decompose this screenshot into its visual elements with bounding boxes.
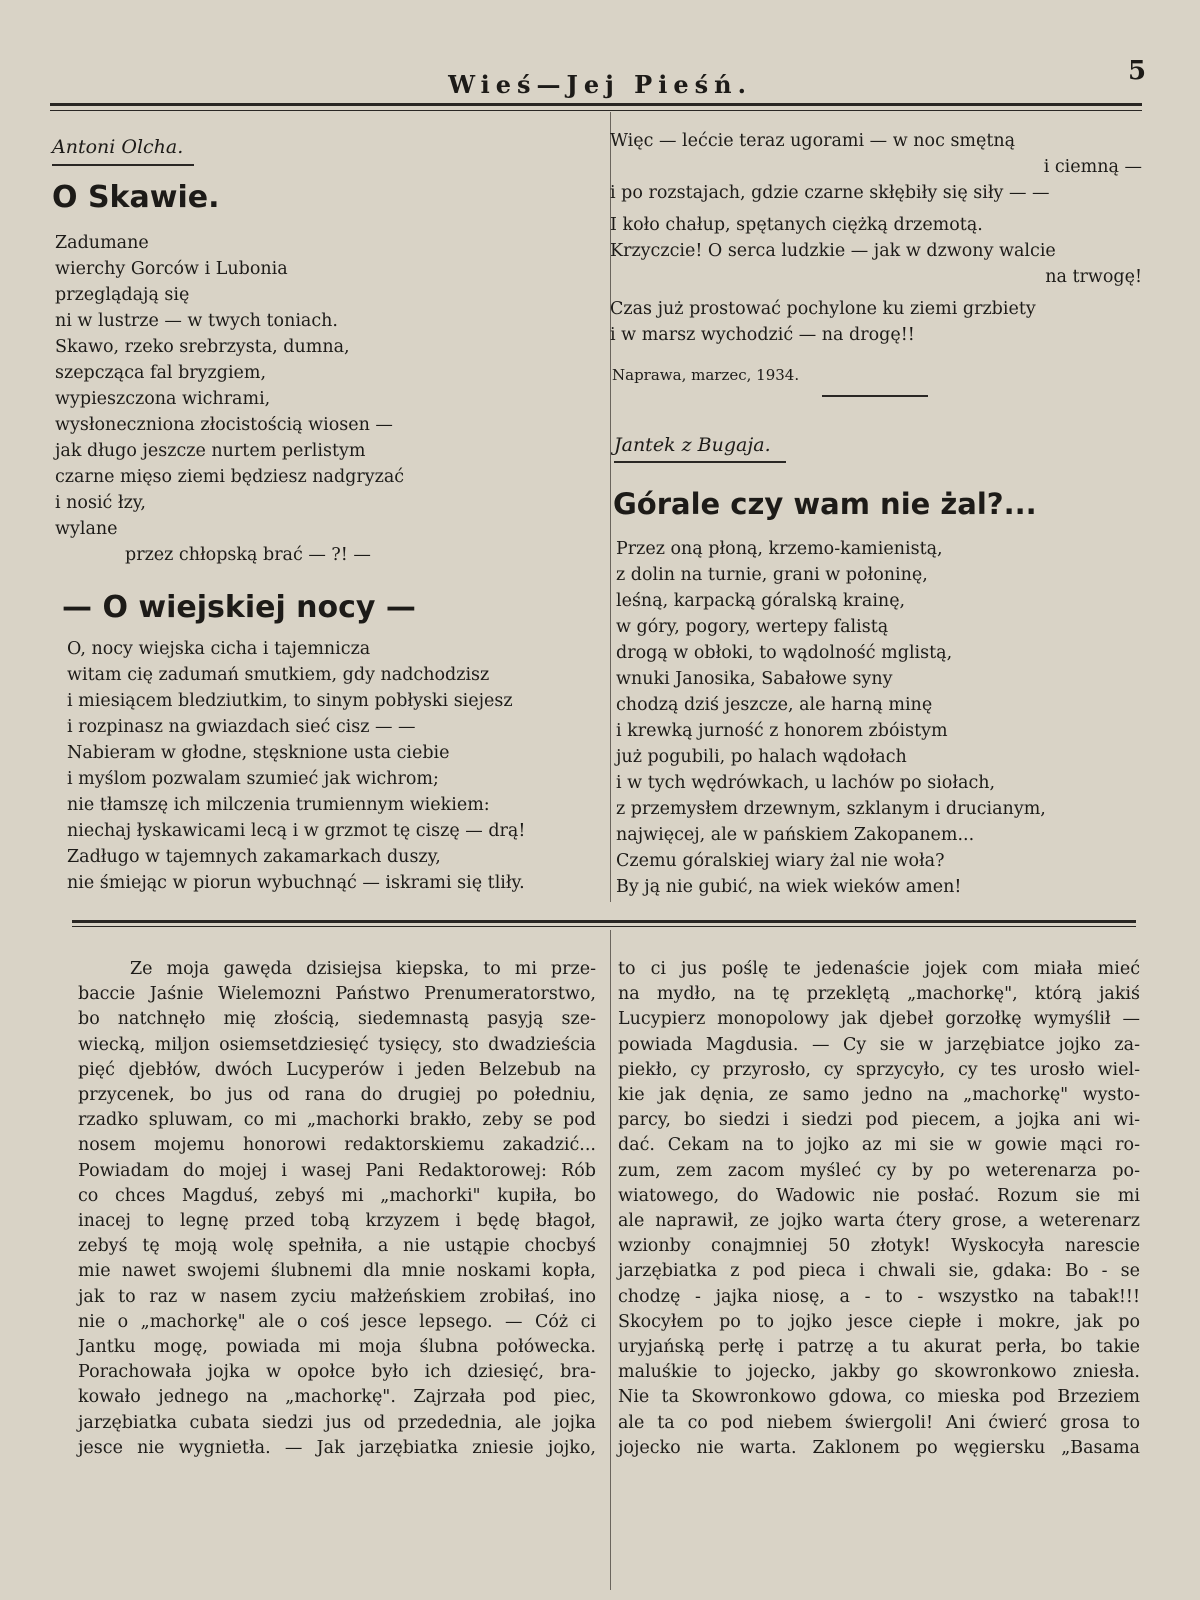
poem-line: jak długo jeszcze nurtem perlistym — [55, 441, 366, 461]
story-line: nie o „machorkę" ale o coś jesce lepsego. — Cóż ci — [78, 1311, 596, 1332]
poem-line: przeglądają się — [55, 285, 190, 305]
poem-line: i ciemną — — [1043, 157, 1142, 177]
story-line: przycenek, bo jus od rana do drugiej po połedniu, — [78, 1085, 596, 1106]
poem-line: na trwogę! — [1045, 267, 1142, 287]
header-rule — [50, 103, 1142, 111]
poem-title-o-skawie: O Skawie. — [52, 180, 220, 215]
story-line: pięć djebłów, dwóch Lucyperów i jeden Belzebub na — [78, 1059, 596, 1080]
section-rule — [72, 920, 1136, 927]
poem-line: Krzyczcie! O serca ludzkie — jak w dzwony walcie — [610, 241, 1056, 261]
poem-title-gorale: Górale czy wam nie żal?... — [613, 487, 1037, 521]
column-divider-bottom — [610, 930, 611, 1590]
poem-line: ni w lustrze — w twych toniach. — [55, 311, 338, 331]
story-line: dać. Cekam na to jojko az mi sie w gowie mąci ro- — [618, 1135, 1140, 1156]
story-line: Powiadam do mojej i wasej Pani Redaktorowej: Rób — [78, 1160, 596, 1181]
story-line: jarzębiatka z pod pieca i chwali sie, gdaka: Bo - se — [618, 1261, 1140, 1282]
story-line: ale ta co pod niebem świergoli! Ani ćwierć grosa to — [618, 1412, 1140, 1433]
story-line: chodzę - jajka niosę, a - to - wszystko na tabak!!! — [618, 1286, 1140, 1307]
poem-line: już pogubili, po halach wądołach — [616, 747, 907, 767]
story-line: ale naprawił, ze jojko warta ćtery grose, a weterenarz — [618, 1211, 1140, 1232]
poem-line: i krewką jurność z honorem zbóistym — [616, 721, 948, 741]
story-line: wzionby conajmniej 50 złotyk! Wyskocyła narescie — [618, 1236, 1140, 1257]
poem-line: Czas już prostować pochylone ku ziemi grzbiety — [610, 299, 1036, 319]
story-line: wiecką, miljon osiemsetdziesięć tysięcy, sto dwadzieścia — [78, 1034, 596, 1055]
story-line: Jantku mogę, powiada mi moja ślubna połówecka. — [78, 1337, 596, 1358]
poem-line: nie śmiejąc w piorun wybuchnąć — iskrami się tliły. — [67, 873, 525, 893]
story-line: zum, zem zacom myśleć cy by po weterenarza po- — [618, 1160, 1140, 1181]
poem-line: przez chłopską brać — ?! — — [125, 545, 371, 565]
poem-line: wysłoneczniona złocistością wiosen — — [55, 415, 393, 435]
dateline: Naprawa, marzec, 1934. — [612, 366, 800, 384]
story-line: jak to raz w nasem zyciu małżeńskiem zrobiłaś, ino — [78, 1286, 596, 1307]
poem-line: z przemysłem drzewnym, szklanym i drucianym, — [616, 799, 1046, 819]
poem-line: wylane — [55, 519, 118, 539]
poem-line: niechaj łyskawicami lecą i w grzmot tę ciszę — drą! — [67, 821, 526, 841]
poem-line: drogą w obłoki, to wądolność mglistą, — [616, 643, 953, 663]
poem-line: Przez oną płoną, krzemo-kamienistą, — [616, 539, 943, 559]
poem-line: i w marsz wychodzić — na drogę!! — [610, 325, 915, 345]
poem-line: i w tych wędrówkach, u lachów po siołach, — [616, 773, 996, 793]
poem-line: i po rozstajach, gdzie czarne skłębiły się siły — — — [610, 183, 1050, 203]
story-left-column — [78, 957, 596, 1461]
section-separator — [822, 395, 928, 397]
running-header: Wieś—Jej Pieśń. — [448, 70, 752, 99]
page-number: 5 — [1128, 56, 1147, 86]
story-line: Skocyłem po to jojko jesce ciepłe i mokre, jak po — [618, 1311, 1140, 1332]
poem-o-wiejskiej-nocy-continued — [610, 128, 1142, 348]
poem-line: Zadługo w tajemnych zakamarkach duszy, — [67, 847, 441, 867]
poem-o-skawie — [55, 230, 595, 568]
poem-gorale — [616, 536, 1142, 900]
story-line: inacej to legnę przed tobą krzyzem i będę błagoł, — [78, 1211, 596, 1232]
poem-title-o-wiejskiej-nocy: — O wiejskiej nocy — — [62, 590, 416, 625]
poem-line: leśną, karpacką góralską krainę, — [616, 591, 906, 611]
poem-line: By ją nie gubić, na wiek wieków amen! — [616, 877, 962, 897]
story-line: jojecko nie warta. Zaklonem po węgiersku „Basama — [618, 1437, 1140, 1458]
author-jantek-z-bugaja: Jantek z Bugaja. — [614, 434, 771, 456]
story-line: kie jak dęnia, ze samo jedno na „machorkę" wysto- — [618, 1085, 1140, 1106]
poem-o-wiejskiej-nocy — [67, 636, 607, 896]
story-line: na mydło, na tę przeklętą „machorkę", którą jakiś — [618, 984, 1140, 1005]
story-line: jesce nie wygnietła. — Jak jarzębiatka zniesie jojko, — [78, 1437, 596, 1458]
poem-line: Zadumane — [55, 233, 149, 253]
poem-line: Nabieram w głodne, stęsknione usta ciebie — [67, 743, 450, 763]
story-line: mie nawet swojemi ślubnemi dla mnie noskami kopła, — [78, 1261, 596, 1282]
story-line: Ze moja gawęda dzisiejsa kiepska, to mi prze- — [130, 959, 596, 979]
story-line: co chces Magduś, zebyś mi „machorki" kupiła, bo — [78, 1185, 596, 1206]
poem-line: w góry, pogory, wertepy falistą — [616, 617, 889, 637]
poem-line: najwięcej, ale w pańskiem Zakopanem... — [616, 825, 975, 845]
poem-line: I koło chałup, spętanych ciężką drzemotą. — [610, 215, 983, 235]
author-underline — [614, 461, 786, 463]
poem-line: Więc — lećcie teraz ugorami — w noc smętną — [610, 131, 1016, 151]
poem-line: Czemu góralskiej wiary żal nie woła? — [616, 851, 945, 871]
poem-line: i rozpinasz na gwiazdach sieć cisz — — — [67, 717, 416, 737]
story-line: zebyś tę moją wolę spełniła, a nie ustąpie chocbyś — [78, 1236, 596, 1257]
author-underline — [52, 164, 194, 166]
story-line: wiatowego, do Wadowic nie posłać. Rozum sie mi — [618, 1185, 1140, 1206]
poem-line: wierchy Gorców i Lubonia — [55, 259, 288, 279]
story-line: maluśkie to jojecko, jakby go skowronkowo zniesła. — [618, 1362, 1140, 1383]
story-line: piekło, cy przyrosło, cy sprzycyło, cy tes urosło wiel- — [618, 1059, 1140, 1080]
story-line: rzadko spluwam, co mi „machorki brakło, zeby se pod — [78, 1110, 596, 1131]
poem-line: O, nocy wiejska cicha i tajemnicza — [67, 639, 371, 659]
poem-line: z dolin na turnie, grani w połoninę, — [616, 565, 928, 585]
story-line: powiada Magdusia. — Cy sie w jarzębiatce jojko za- — [618, 1034, 1140, 1055]
poem-line: czarne mięso ziemi będziesz nadgryzać — [55, 467, 405, 487]
story-line: jarzębiatka cubata siedzi jus od przedednia, ale jojka — [78, 1412, 596, 1433]
poem-line: witam cię zadumań smutkiem, gdy nadchodzisz — [67, 665, 490, 685]
poem-line: wnuki Janosika, Sabałowe syny — [616, 669, 893, 689]
story-line: nosem mojemu honorowi redaktorskiemu zakadzić... — [78, 1135, 596, 1156]
poem-line: i myślom pozwalam szumieć jak wichrom; — [67, 769, 439, 789]
story-line: baccie Jaśnie Wielemozni Państwo Prenumeratorstwo, — [78, 984, 596, 1005]
poem-line: i miesiącem bledziutkim, to sinym pobłyski siejesz — [67, 691, 513, 711]
story-line: parcy, bo siedzi i siedzi pod piecem, a jojka ani wi- — [618, 1110, 1140, 1131]
poem-line: Skawo, rzeko srebrzysta, dumna, — [55, 337, 350, 357]
story-line: uryjańską perłę i patrzę a tu akurat perła, bo takie — [618, 1337, 1140, 1358]
story-right-column — [618, 957, 1140, 1461]
story-line: Lucypierz monopolowy jak djebeł gorzołkę wymyślił — — [618, 1009, 1140, 1030]
story-line: Porachowała jojka w opołce było ich dziesięć, bra- — [78, 1362, 596, 1383]
poem-line: szepcząca fal bryzgiem, — [55, 363, 267, 383]
poem-line: nie tłamszę ich milczenia trumiennym wiekiem: — [67, 795, 490, 815]
story-line: kowało jednego na „machorkę". Zajrzała pod piec, — [78, 1387, 596, 1408]
story-line: Nie ta Skowronkowo gdowa, co mieska pod Brzeziem — [618, 1387, 1140, 1408]
poem-line: chodzą dziś jeszcze, ale harną minę — [616, 695, 933, 715]
author-antoni-olcha: Antoni Olcha. — [52, 136, 184, 158]
poem-line: wypieszczona wichrami, — [55, 389, 271, 409]
story-line: to ci jus poślę te jedenaście jojek com miała mieć — [618, 959, 1140, 979]
story-line: bo natchnęło mię złością, siedemnastą pasyją sze- — [78, 1009, 596, 1030]
poem-line: i nosić łzy, — [55, 493, 146, 513]
